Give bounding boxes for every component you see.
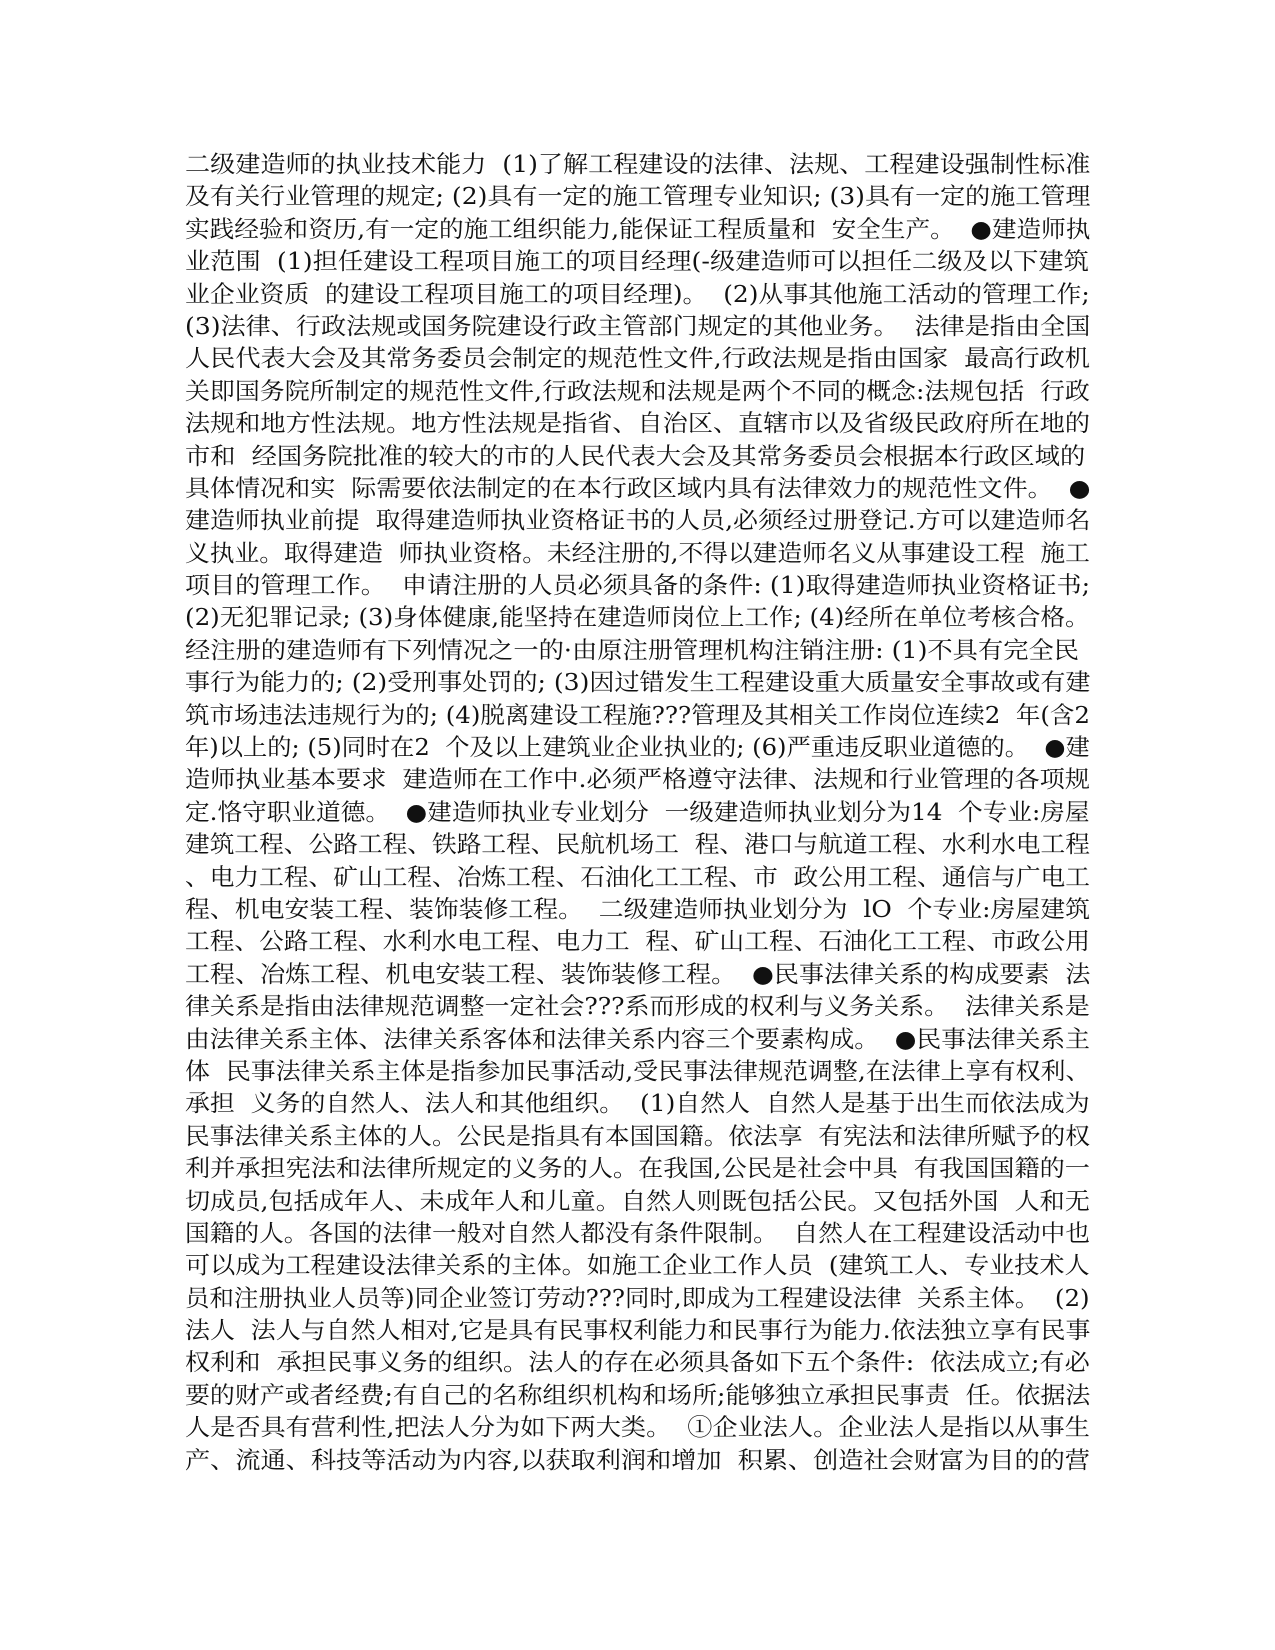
- text-line: 建筑工程、公路工程、铁路工程、民航机场工 程、港口与航道工程、水利水电工程: [185, 830, 1090, 859]
- text-line: 关即国务院所制定的规范性文件,行政法规和法规是两个不同的概念:法规包括 行政: [185, 376, 1090, 405]
- text-line: (2)无犯罪记录; (3)身体健康,能坚持在建造师岗位上工作; (4)经所在单位考核合格。: [185, 603, 1090, 632]
- text-line: 人是否具有营利性,把法人分为如下两大类。 ①企业法人。企业法人是指以从事生: [185, 1413, 1090, 1442]
- text-line: 国籍的人。各国的法律一般对自然人都没有条件限制。 自然人在工程建设活动中也: [185, 1218, 1090, 1247]
- text-line: 由法律关系主体、法律关系客体和法律关系内容三个要素构成。 ●民事法律关系主: [185, 1024, 1090, 1053]
- text-line: 经注册的建造师有下列情况之一的·由原注册管理机构注销注册: (1)不具有完全民: [185, 635, 1080, 664]
- text-line: 权利和 承担民事义务的组织。法人的存在必须具备如下五个条件: 依法成立;有必: [185, 1348, 1090, 1377]
- text-line: 法规和地方性法规。地方性法规是指省、自治区、直辖市以及省级民政府所在地的: [185, 409, 1090, 438]
- text-line: 产、流通、科技等活动为内容,以获取利润和增加 积累、创造社会财富为目的的营: [185, 1445, 1090, 1474]
- text-line: 程、机电安装工程、装饰装修工程。 二级建造师执业划分为 lO 个专业:房屋建筑: [185, 894, 1090, 923]
- text-line: 业范围 (1)担任建设工程项目施工的项目经理(-级建造师可以担任二级及以下建筑: [185, 247, 1089, 276]
- body-text: [185, 148, 1090, 1476]
- text-line: 事行为能力的; (2)受刑事处罚的; (3)因过错发生工程建设重大质量安全事故或有建: [185, 668, 1090, 697]
- text-line: 定.恪守职业道德。 ●建造师执业专业划分 一级建造师执业划分为14 个专业:房屋: [185, 797, 1090, 826]
- text-line: 体 民事法律关系主体是指参加民事活动,受民事法律规范调整,在法律上享有权利、: [185, 1056, 1090, 1085]
- text-line: 年)以上的; (5)同时在2 个及以上建筑业企业执业的; (6)严重违反职业道德的。 ●建: [185, 733, 1090, 762]
- text-line: 人民代表大会及其常务委员会制定的规范性文件,行政法规是指由国家 最高行政机: [185, 344, 1090, 373]
- text-line: 民事法律关系主体的人。公民是指具有本国国籍。依法享 有宪法和法律所赋予的权: [185, 1121, 1090, 1150]
- text-line: 员和注册执业人员等)同企业签订劳动???同时,即成为工程建设法律 关系主体。 (2): [185, 1283, 1090, 1312]
- text-line: 可以成为工程建设法律关系的主体。如施工企业工作人员 (建筑工人、专业技术人: [185, 1251, 1090, 1280]
- text-line: 工程、冶炼工程、机电安装工程、装饰装修工程。 ●民事法律关系的构成要素 法: [185, 959, 1090, 988]
- text-line: 具体情况和实 际需要依法制定的在本行政区域内具有法律效力的规范性文件。 ●: [185, 473, 1090, 502]
- text-line: (3)法律、行政法规或国务院建设行政主管部门规定的其他业务。 法律是指由全国: [185, 311, 1090, 340]
- text-line: 业企业资质 的建设工程项目施工的项目经理)。 (2)从事其他施工活动的管理工作;: [185, 279, 1090, 308]
- text-line: 法人 法人与自然人相对,它是具有民事权利能力和民事行为能力.依法独立享有民事: [185, 1316, 1090, 1345]
- text-line: 、电力工程、矿山工程、冶炼工程、石油化工工程、市 政公用工程、通信与广电工: [185, 862, 1090, 891]
- text-line: 二级建造师的执业技术能力 (1)了解工程建设的法律、法规、工程建设强制性标准: [185, 150, 1090, 178]
- text-line: 义执业。取得建造 师执业资格。未经注册的,不得以建造师名义从事建设工程 施工: [185, 538, 1090, 567]
- text-line: 项目的管理工作。 申请注册的人员必须具备的条件: (1)取得建造师执业资格证书;: [185, 571, 1090, 600]
- text-line: 律关系是指由法律规范调整一定社会???系而形成的权利与义务关系。 法律关系是: [185, 992, 1090, 1021]
- text-line: 工程、公路工程、水利水电工程、电力工 程、矿山工程、石油化工工程、市政公用: [185, 927, 1090, 956]
- text-line: 切成员,包括成年人、未成年人和儿童。自然人则既包括公民。又包括外国 人和无: [185, 1186, 1090, 1215]
- text-line: 及有关行业管理的规定; (2)具有一定的施工管理专业知识; (3)具有一定的施工管理: [185, 182, 1090, 211]
- text-line: 市和 经国务院批准的较大的市的人民代表大会及其常务委员会根据本行政区域的: [185, 441, 1086, 470]
- text-line: 利并承担宪法和法律所规定的义务的人。在我国,公民是社会中具 有我国国籍的一: [185, 1154, 1090, 1183]
- text-line: 建造师执业前提 取得建造师执业资格证书的人员,必须经过册登记.方可以建造师名: [185, 506, 1090, 535]
- text-line: 筑市场违法违规行为的; (4)脱离建设工程施???管理及其相关工作岗位连续2 年(含2: [185, 700, 1090, 729]
- text-line: 造师执业基本要求 建造师在工作中.必须严格遵守法律、法规和行业管理的各项规: [185, 765, 1090, 794]
- text-line: 要的财产或者经费;有自己的名称组织机构和场所;能够独立承担民事责 任。依据法: [185, 1380, 1090, 1409]
- text-line: 承担 义务的自然人、法人和其他组织。 (1)自然人 自然人是基于出生而依法成为: [185, 1089, 1090, 1118]
- text-line: 实践经验和资历,有一定的施工组织能力,能保证工程质量和 安全生产。 ●建造师执: [185, 214, 1090, 243]
